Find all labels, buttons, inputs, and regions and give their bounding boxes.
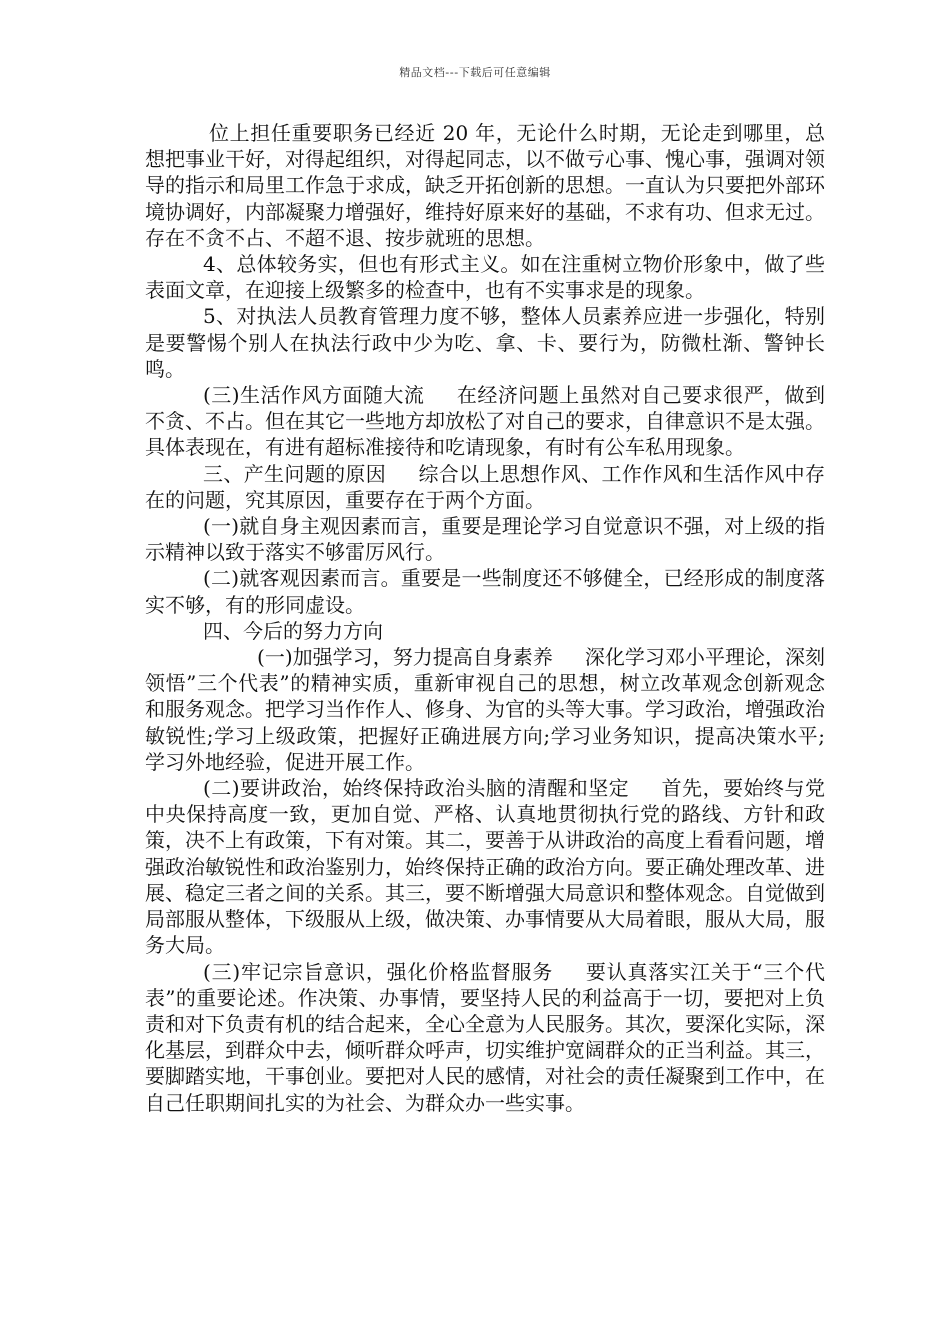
paragraph-service xyxy=(145,959,825,1116)
paragraph-life-style xyxy=(145,382,825,461)
paragraph-objective-cause: (二)就客观因素而言。重要是一些制度还不够健全，已经形成的制度落实不够，有的形同虚设。 xyxy=(145,566,825,617)
page-header: 精品文档---下载后可任意编辑 xyxy=(399,66,551,79)
paragraph-politics xyxy=(145,775,825,958)
paragraph-subjective-cause: (一)就自身主观因素而言，重要是理论学习自觉意识不强，对上级的指示精神以致于落实不够雷厉风行。 xyxy=(145,514,825,565)
paragraph-point-4: 4、总体较务实，但也有形式主义。如在注重树立物价形象中，做了些表面文章，在迎接上级繁多的检查中，也有不实事求是的现象。 xyxy=(145,252,825,303)
paragraph-point-5: 5、对执法人员教育管理力度不够，整体人员素养应进一步强化，特别是要警惕个别人在执法行政中少为吃、拿、卡、要行为，防微杜渐、警钟长鸣。 xyxy=(145,304,825,381)
section-heading: (三)生活作风方面随大流 xyxy=(203,383,425,408)
section-heading: 三、产生问题的原因 xyxy=(203,461,387,486)
document-body xyxy=(145,120,825,1116)
section-heading: (一)加强学习，努力提高自身素养 xyxy=(257,645,553,670)
section-body: 在经济问题上虽然对自己要求很严，做到不贪、不占。但在其它一些地方却放松了对自己的要求，自律意识不是太强。具体表现在，有进有超标准接待和吃请现象，有时有公车私用现象。 xyxy=(145,383,826,460)
section-body: 深化学习邓小平理论，深刻领悟”三个代表”的精神实质，重新审视自己的思想，树立改革观念创新观念和服务观念。把学习当作作人、修身、为官的头等大事。学习政治，增强政治敏锐性;学习上级政策，把握好正确进展方向;学习业务知识，提高决策水平;学习外地经验，促进开展工作。 xyxy=(145,645,826,774)
paragraph-work-attitude: 位上担任重要职务已经近 20 年，无论什么时期，无论走到哪里，总想把事业干好，对得起组织，对得起同志，以不做亏心事、愧心事，强调对领导的指示和局里工作急于求成，缺乏开拓创新的思想。一直认为只要把外部环境协调好，内部凝聚力增强好，维持好原来好的基础，不求有功、但求无过。存在不贪不占、不超不退、按步就班的思想。 xyxy=(145,121,825,250)
section-heading: (二)要讲政治，始终保持政治头脑的清醒和坚定 xyxy=(203,776,630,801)
section-body: 综合以上思想作风、工作作风和生活作风中存在的问题，究其原因，重要存在于两个方面。 xyxy=(145,461,826,512)
section-heading: (三)牢记宗旨意识，强化价格监督服务 xyxy=(203,959,554,984)
section-title-future: 四、今后的努力方向 xyxy=(203,618,383,643)
section-body: 要认真落实江关于“三个代表”的重要论述。作决策、办事情，要坚持人民的利益高于一切，要把对上负责和对下负责有机的结合起来，全心全意为人民服务。其次，要深化实际，深化基层，到群众中去，倾听群众呼声，切实维护宽阔群众的正当利益。其三，要脚踏实地，干事创业。要把对人民的感情，对社会的责任凝聚到工作中，在自己任职期间扎实的为社会、为群众办一些实事。 xyxy=(145,959,825,1115)
section-body: 首先，要始终与党中央保持高度一致，更加自觉、严格、认真地贯彻执行党的路线、方针和政策，决不上有政策，下有对策。其二，要善于从讲政治的高度上看看问题，增强政治敏锐性和政治鉴别力，始终保持正确的政治方向。要正确处理改革、进展、稳定三者之间的关系。其三，要不断增强大局意识和整体观念。自觉做到局部服从整体，下级服从上级，做决策、办事情要从大局着眼，服从大局，服务大局。 xyxy=(145,776,826,958)
paragraph-causes xyxy=(145,461,825,513)
paragraph-study xyxy=(145,644,825,775)
